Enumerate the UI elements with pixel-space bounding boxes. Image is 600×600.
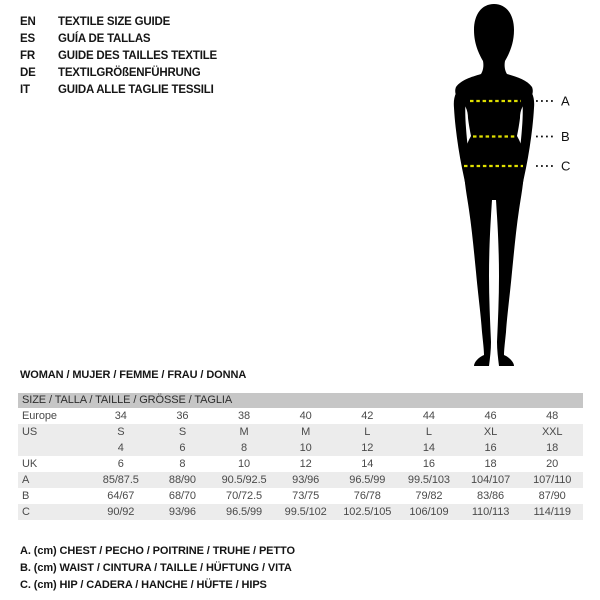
size-cell: 110/113 [471,506,510,518]
legend-line: C. (cm) HIP / CADERA / HANCHE / HÜFTE / HIPS [20,579,267,591]
size-cell: 85/87.5 [102,474,139,486]
legend-line: B. (cm) WAIST / CINTURA / TAILLE / HÜFTUNG / VITA [20,562,292,574]
size-cell: 114/119 [533,506,571,518]
size-cell: 99.5/102 [284,506,327,518]
size-cell: 10 [238,458,251,470]
size-cell: 104/107 [471,474,511,486]
language-row [20,81,217,98]
size-cell: M [301,426,311,438]
table-row [18,440,583,456]
language-row [20,13,217,30]
size-cell: M [239,426,249,438]
row-label: A [22,474,30,486]
size-cell: 44 [422,410,435,422]
size-cell: 4 [117,442,124,454]
legend-line: A. (cm) CHEST / PECHO / POITRINE / TRUHE / PETTO [20,545,295,557]
size-cell: 34 [114,410,127,422]
language-title: GUIDE DES TAILLES TEXTILE [58,49,217,62]
size-cell: 83/86 [477,490,505,502]
size-cell: 90.5/92.5 [221,474,267,486]
size-cell: 70/72.5 [226,490,263,502]
size-cell: 12 [299,458,312,470]
language-title: GUIDA ALLE TAGLIE TESSILI [58,83,214,96]
row-label: C [22,506,30,518]
row-label: B [22,490,30,502]
size-cell: 12 [361,442,374,454]
language-code: EN [20,15,36,28]
measurement-legend [20,543,295,594]
row-label: US [22,426,38,438]
size-cell: 36 [176,410,189,422]
table-row [18,424,583,440]
language-title: TEXTILE SIZE GUIDE [58,15,171,28]
marker-label-waist: B [561,129,570,144]
size-cell: XL [483,426,498,438]
row-label [18,440,90,456]
marker-label-chest: A [561,93,570,109]
size-cell: 106/109 [409,506,449,518]
size-table [18,393,583,520]
size-cell: 96.5/99 [226,506,263,518]
size-cell: 20 [546,458,559,470]
language-row [20,47,217,64]
row-label: UK [22,458,38,470]
size-cell: 46 [484,410,497,422]
row-label: Europe [22,410,57,422]
table-row [18,488,583,504]
size-cell: 8 [241,442,248,454]
table-row [18,408,583,424]
language-row [20,64,217,81]
size-cell: S [178,426,187,438]
language-code: FR [20,49,35,62]
size-cell: 90/92 [107,506,135,518]
size-table-body [18,408,583,520]
size-cell: 73/75 [292,490,320,502]
marker-label-hip: C [561,158,571,174]
size-cell: 6 [179,442,186,454]
language-title: TEXTILGRÖßENFÜHRUNG [58,66,201,79]
size-cell: 16 [422,458,435,470]
language-title-list [20,13,217,98]
size-cell: 79/82 [415,490,443,502]
size-cell: 38 [238,410,251,422]
size-cell: 40 [299,410,312,422]
size-cell: L [425,426,432,438]
table-row [18,456,583,472]
size-cell: 99.5/103 [407,474,450,486]
size-cell: 42 [361,410,374,422]
size-cell: 14 [422,442,435,454]
size-cell: 18 [546,442,559,454]
size-cell: 64/67 [107,490,135,502]
size-cell: 8 [179,458,186,470]
size-cell: 102.5/105 [343,506,392,518]
size-cell: 14 [361,458,374,470]
size-cell: 107/110 [533,474,572,486]
size-cell: 87/90 [538,490,566,502]
size-cell: 10 [299,442,312,454]
size-cell: 93/96 [168,506,196,518]
size-cell: S [117,426,125,438]
language-code: ES [20,32,35,45]
size-cell: 88/90 [168,474,196,486]
section-title: WOMAN / MUJER / FEMME / FRAU / DONNA [20,369,247,381]
size-cell: XXL [541,426,563,438]
size-table-header: SIZE / TALLA / TAILLE / GRÖSSE / TAGLIA [18,393,583,408]
size-cell: 76/78 [353,490,381,502]
woman-figure [420,0,590,372]
size-cell: 48 [546,410,559,422]
size-cell: 6 [117,458,124,470]
table-row [18,472,583,488]
size-cell: 68/70 [168,490,196,502]
size-cell: 96.5/99 [349,474,386,486]
table-row [18,504,583,520]
size-cell: L [364,426,371,438]
language-title: GUÍA DE TALLAS [58,32,151,45]
size-cell: 93/96 [292,474,320,486]
language-code: DE [20,66,36,79]
language-row [20,30,217,47]
language-code: IT [20,83,30,96]
size-cell: 16 [484,442,497,454]
size-cell: 18 [484,458,497,470]
